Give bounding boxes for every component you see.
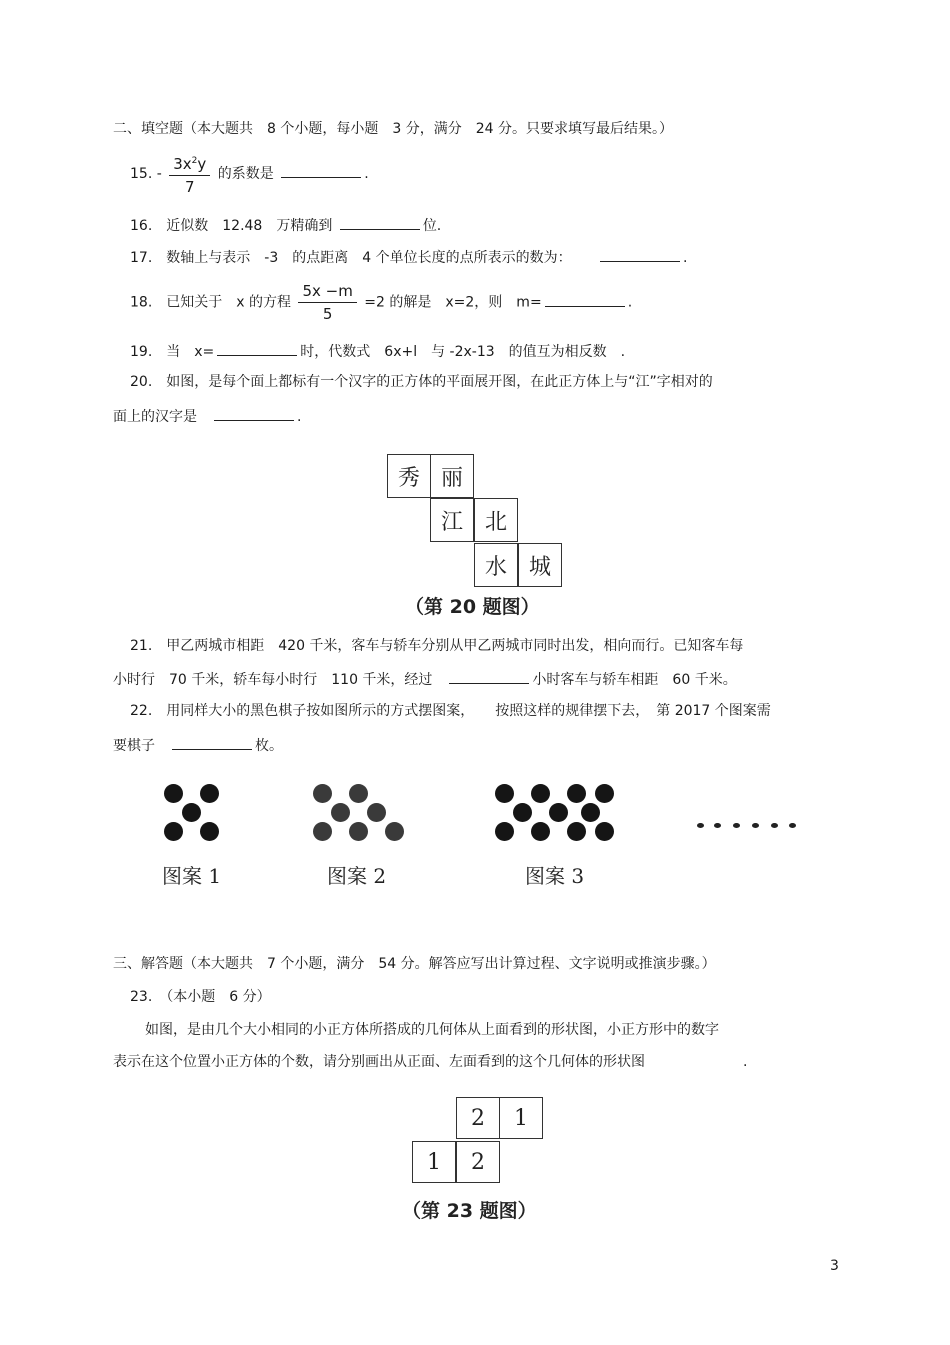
net-cell-1: 秀 [387,454,431,498]
q19-answer-blank[interactable] [217,341,297,356]
question-22-line2: 要棋子 枚。 [113,735,283,755]
piece [200,784,219,803]
piece [495,822,514,841]
piece [549,803,568,822]
piece [581,803,600,822]
figure-23-caption: （第 23 题图） [402,1200,537,1222]
ellipsis-dot [771,823,778,828]
pattern-1-caption: 图案 1 [162,864,222,888]
q20-answer-blank[interactable] [214,406,294,421]
q17-answer-blank[interactable] [600,247,680,262]
question-15: 15. - $\frac{3x^2y}{7}$ 的系数是 . [130,152,369,196]
piece [349,822,368,841]
q15-number: 15. - [130,166,162,182]
net-cell-6: 城 [518,543,562,587]
piece [513,803,532,822]
ellipsis-dot [752,823,759,828]
ellipsis-dot [789,823,796,828]
top-view-cell: 1 [499,1097,543,1139]
question-23-line2: 表示在这个位置小正方体的个数，请分别画出从正面、左面看到的这个几何体的形状图 . [113,1054,748,1070]
piece [331,803,350,822]
q21-answer-blank[interactable] [449,669,529,684]
pattern-2-caption: 图案 2 [327,864,387,888]
piece [164,822,183,841]
top-view-cell: 2 [456,1141,500,1183]
piece [313,822,332,841]
question-18: 18. 已知关于 x 的方程 $\frac{5x -m}{5}$ =2 的解是 x=2，则 m= . [130,282,633,323]
piece [385,822,404,841]
piece [567,822,586,841]
piece [531,822,550,841]
piece [164,784,183,803]
piece [531,784,550,803]
top-view-cell: 1 [412,1141,456,1183]
ellipsis-dot [697,823,704,828]
question-17: 17. 数轴上与表示 -3 的点距离 4 个单位长度的点所表示的数为： . [130,247,688,267]
question-20-line1: 20. 如图，是每个面上都标有一个汉字的正方体的平面展开图，在此正方体上与“江”字相对的 [130,374,713,390]
q15-fraction: $\frac{3x^2y}{7}$ [169,152,210,196]
piece [567,784,586,803]
net-cell-5: 水 [474,543,518,587]
net-cell-3: 江 [430,498,474,542]
net-cell-4: 北 [474,498,518,542]
question-22-line1: 22. 用同样大小的黑色棋子按如图所示的方式摆图案， 按照这样的规律摆下去， 第 2017 个图案需 [130,703,771,719]
net-cell-2: 丽 [430,454,474,498]
piece [595,784,614,803]
ellipsis-dot [714,823,721,828]
piece [595,822,614,841]
piece [200,822,219,841]
question-20-line2: 面上的汉字是 . [113,406,301,426]
section-2-heading: 二、填空题（本大题共 8 个小题，每小题 3 分，满分 24 分。只要求填写最后结果。） [113,121,673,137]
piece [367,803,386,822]
page-number: 3 [830,1258,839,1274]
q22-answer-blank[interactable] [172,735,252,750]
q15-answer-blank[interactable] [281,163,361,178]
question-21-line2: 小时行 70 千米，轿车每小时行 110 千米，经过 小时客车与轿车相距 60 千米。 [113,669,737,689]
question-21-line1: 21. 甲乙两城市相距 420 千米，客车与轿车分别从甲乙两城市同时出发，相向而行。已知客车每 [130,638,744,654]
ellipsis-dot [733,823,740,828]
question-23-line1: 如图，是由几个大小相同的小正方体所搭成的几何体从上面看到的形状图，小正方形中的数字 [145,1022,719,1038]
pattern-3-caption: 图案 3 [525,864,585,888]
piece [182,803,201,822]
q18-fraction: $\frac{5x -m}{5}$ [298,282,356,323]
question-23-header: 23. （本小题 6 分） [130,989,271,1005]
q16-answer-blank[interactable] [340,215,420,230]
figure-20-caption: （第 20 题图） [405,596,540,618]
piece [495,784,514,803]
section-3-heading: 三、解答题（本大题共 7 个小题，满分 54 分。解答应写出计算过程、文字说明或推演步骤。） [113,956,716,972]
question-16: 16. 近似数 12.48 万精确到 位. [130,215,441,235]
q18-answer-blank[interactable] [545,292,625,307]
piece [349,784,368,803]
piece [313,784,332,803]
question-19: 19. 当 x= 时，代数式 6x+l 与 -2x-13 的值互为相反数 . [130,341,625,361]
top-view-cell: 2 [456,1097,500,1139]
